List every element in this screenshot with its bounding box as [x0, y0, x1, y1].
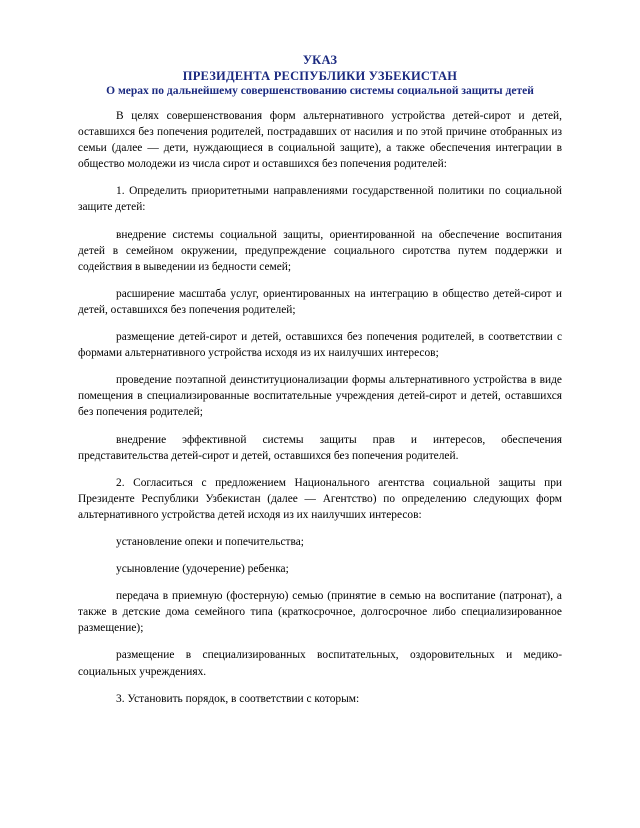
document-title-decree-type: УКАЗ — [302, 53, 338, 67]
document-title-subject: О мерах по дальнейшему совершенствованию системы социальной защиты детей — [106, 85, 534, 97]
paragraph-item-1-a: внедрение системы социальной защиты, ориентированной на обеспечение воспитания детей в семейном окружении, предупреждение социального сиротства путем поддержки и содействия в выведении из бедности семей; — [78, 228, 562, 273]
document-title-block — [78, 52, 562, 99]
paragraph-preamble: В целях совершенствования форм альтернативного устройства детей-сирот и детей, оставшихся без попечения родителей, пострадавших от насилия и по этой причине отобранных из семьи (далее — дети, нуждающиеся в социальной защите), а также обеспечения интеграции в общество молодежи из числа сирот и оставшихся без попечения родителей: — [78, 110, 562, 171]
paragraph-item-1-c: размещение детей-сирот и детей, оставшихся без попечения родителей, в соответствии с формами альтернативного устройства исходя из их наилучших интересов; — [78, 331, 562, 360]
document-title-authority: ПРЕЗИДЕНТА РЕСПУБЛИКИ УЗБЕКИСТАН — [182, 69, 458, 83]
paragraph-item-1-e: внедрение эффективной системы защиты прав и интересов, обеспечения представительства детей-сирот и детей, оставшихся без попечения родителей. — [78, 433, 562, 462]
document-text-column — [78, 52, 562, 718]
paragraph-item-2-c: передача в приемную (фостерную) семью (принятие в семью на воспитание (патронат), а также в детские дома семейного типа (краткосрочное, долгосрочное либо специализированное размещение); — [78, 590, 562, 635]
paragraph-item-2-a: установление опеки и попечительства; — [116, 535, 304, 548]
paragraph-item-1: 1. Определить приоритетными направлениями государственной политики по социальной защите детей: — [78, 185, 562, 214]
paragraph-item-3: 3. Установить порядок, в соответствии с которым: — [116, 692, 360, 705]
paragraph-item-2-d: размещение в специализированных воспитательных, оздоровительных и медико-социальных учреждениях. — [78, 649, 562, 678]
paragraph-item-2-b: усыновление (удочерение) ребенка; — [116, 563, 289, 576]
paragraph-item-1-d: проведение поэтапной деинституционализации формы альтернативного устройства в виде помещения в специализированные воспитательные учреждения детей-сирот и детей, оставшихся без попечения родителей; — [78, 374, 562, 419]
paragraph-item-1-b: расширение масштаба услуг, ориентированных на интеграцию в общество детей-сирот и детей, оставшихся без попечения родителей; — [78, 287, 562, 316]
paragraph-item-2: 2. Согласиться с предложением Национального агентства социальной защиты при Президенте Республики Узбекистан (далее — Агентство) по определению следующих форм альтернативного устройства детей исходя из их наилучших интересов: — [78, 476, 562, 521]
